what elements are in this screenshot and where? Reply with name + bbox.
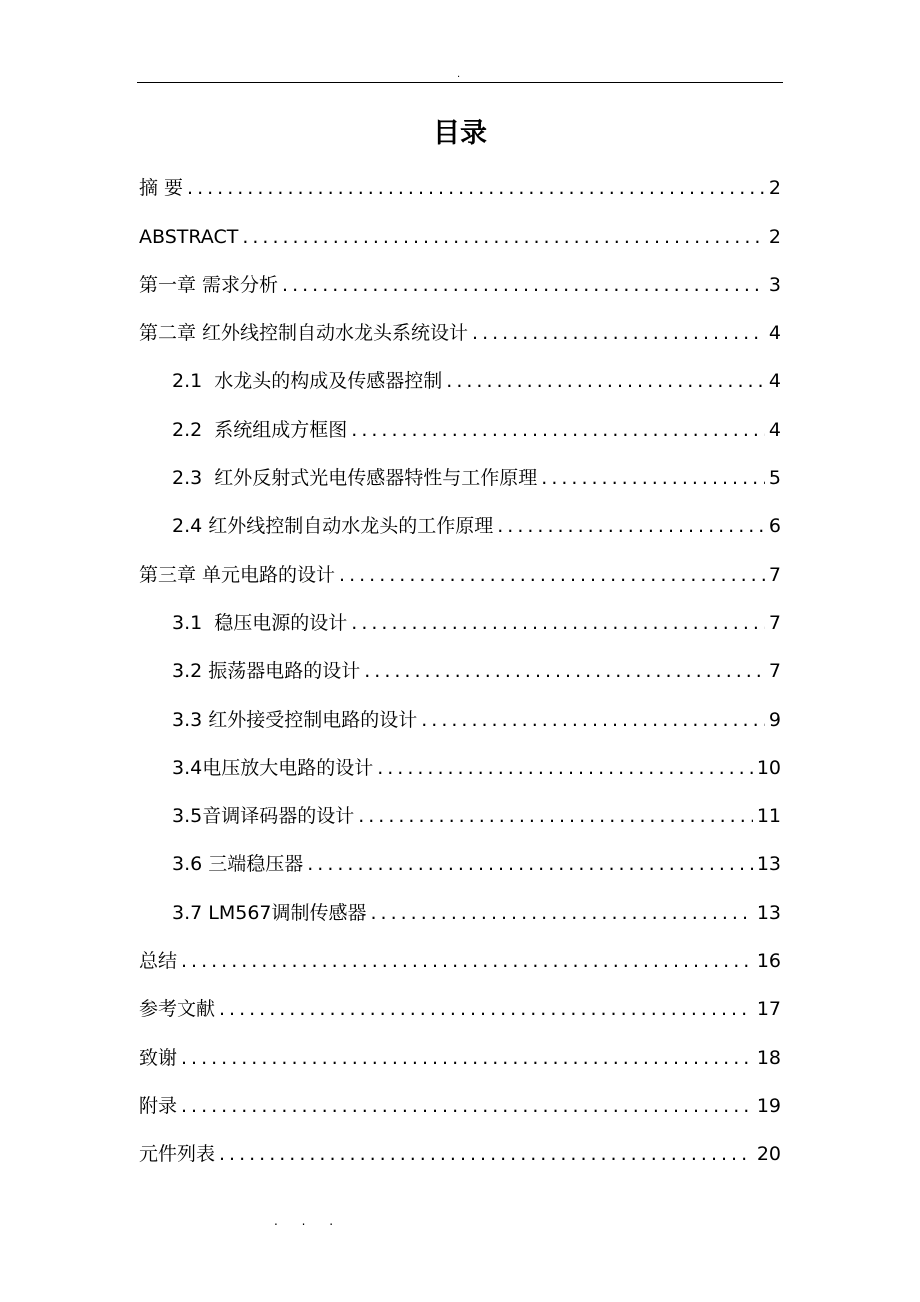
toc-dot-leader — [421, 709, 765, 731]
toc-entry-label: 第二章 红外线控制自动水龙头系统设计 — [139, 322, 469, 345]
toc-entry[interactable] — [139, 258, 781, 306]
toc-entry-label: 3.6 三端稳压器 — [172, 853, 304, 876]
toc-page-number: 7 — [768, 611, 781, 634]
toc-entry-label: 总结 — [139, 950, 178, 973]
footer-mark: . . . — [274, 1214, 344, 1228]
header-rule — [137, 82, 783, 83]
toc-entry-label: 参考文献 — [139, 998, 216, 1021]
toc-entry-label: 元件列表 — [139, 1143, 216, 1166]
toc-entry[interactable] — [139, 1127, 781, 1175]
toc-subentry[interactable] — [139, 644, 781, 692]
toc-subentry[interactable] — [139, 837, 781, 885]
toc-entry[interactable] — [139, 934, 781, 982]
toc-page-number: 4 — [768, 418, 781, 441]
toc-dot-leader — [358, 805, 753, 827]
toc-page-number: 2 — [768, 177, 781, 200]
header-mark: . — [457, 69, 461, 80]
toc-entry[interactable] — [139, 1030, 781, 1078]
toc-entry[interactable] — [139, 982, 781, 1030]
toc-subentry[interactable] — [139, 789, 781, 837]
toc-dot-leader — [446, 370, 765, 392]
toc-entry-label: 第一章 需求分析 — [139, 273, 279, 296]
toc-entry[interactable] — [139, 209, 781, 257]
toc-dot-leader — [472, 322, 765, 344]
toc-dot-leader — [242, 226, 765, 248]
toc-dot-leader — [307, 853, 753, 875]
toc-entry[interactable] — [139, 306, 781, 354]
toc-page-number: 2 — [768, 225, 781, 248]
toc-page-number: 19 — [756, 1094, 781, 1117]
toc-page-number: 17 — [756, 998, 781, 1021]
toc-dot-leader — [187, 177, 765, 199]
toc-entry-label: 3.1 稳压电源的设计 — [172, 611, 348, 634]
toc-subentry[interactable] — [139, 499, 781, 547]
toc-entry-label: 附录 — [139, 1094, 178, 1117]
toc-dot-leader — [351, 612, 765, 634]
toc-entry[interactable] — [139, 161, 781, 209]
toc-dot-leader — [282, 274, 765, 296]
toc-dot-leader — [364, 660, 765, 682]
toc-dot-leader — [371, 902, 753, 924]
toc-dot-leader — [181, 1047, 753, 1069]
toc-page-number: 3 — [768, 273, 781, 296]
toc-dot-leader — [541, 467, 765, 489]
toc-entry-label: 3.3 红外接受控制电路的设计 — [172, 708, 418, 731]
toc-page-number: 18 — [756, 1046, 781, 1069]
toc-page-number: 6 — [768, 515, 781, 538]
toc-dot-leader — [351, 419, 765, 441]
toc-subentry[interactable] — [139, 692, 781, 740]
toc-entry-label: 2.2 系统组成方框图 — [172, 418, 348, 441]
toc-entry-label: 致谢 — [139, 1046, 178, 1069]
toc-page-number: 4 — [768, 370, 781, 393]
toc-dot-leader — [181, 1095, 753, 1117]
table-of-contents — [139, 161, 781, 1175]
toc-subentry[interactable] — [139, 451, 781, 499]
toc-entry-label: 第三章 单元电路的设计 — [139, 563, 336, 586]
toc-entry[interactable] — [139, 547, 781, 595]
toc-subentry[interactable] — [139, 402, 781, 450]
toc-subentry[interactable] — [139, 885, 781, 933]
toc-dot-leader — [181, 950, 753, 972]
toc-entry-label: 3.7 LM567调制传感器 — [172, 901, 367, 924]
toc-page-number: 20 — [756, 1143, 781, 1166]
toc-title: 目录 — [433, 118, 487, 149]
toc-page-number: 5 — [768, 467, 781, 490]
toc-page-number: 7 — [768, 563, 781, 586]
toc-page-number: 11 — [756, 805, 781, 828]
toc-page-number: 10 — [756, 756, 781, 779]
toc-page-number: 13 — [756, 853, 781, 876]
toc-page-number: 16 — [756, 950, 781, 973]
toc-dot-leader — [219, 998, 753, 1020]
toc-page-number: 4 — [768, 322, 781, 345]
toc-entry-label: 3.2 振荡器电路的设计 — [172, 660, 361, 683]
toc-subentry[interactable] — [139, 741, 781, 789]
toc-dot-leader — [377, 757, 753, 779]
toc-page-number: 9 — [768, 708, 781, 731]
toc-subentry[interactable] — [139, 354, 781, 402]
toc-entry-label: 3.4电压放大电路的设计 — [172, 756, 374, 779]
toc-entry-label: 2.3 红外反射式光电传感器特性与工作原理 — [172, 467, 538, 490]
toc-entry[interactable] — [139, 1079, 781, 1127]
toc-entry-label: 3.5音调译码器的设计 — [172, 805, 355, 828]
toc-entry-label: 2.1 水龙头的构成及传感器控制 — [172, 370, 443, 393]
toc-dot-leader — [339, 564, 765, 586]
toc-page-number: 13 — [756, 901, 781, 924]
toc-entry-label: 摘 要 — [139, 177, 184, 200]
toc-subentry[interactable] — [139, 596, 781, 644]
toc-page-number: 7 — [768, 660, 781, 683]
toc-dot-leader — [219, 1143, 753, 1165]
toc-entry-label: 2.4 红外线控制自动水龙头的工作原理 — [172, 515, 494, 538]
toc-dot-leader — [497, 515, 765, 537]
toc-entry-label: ABSTRACT — [139, 225, 239, 248]
